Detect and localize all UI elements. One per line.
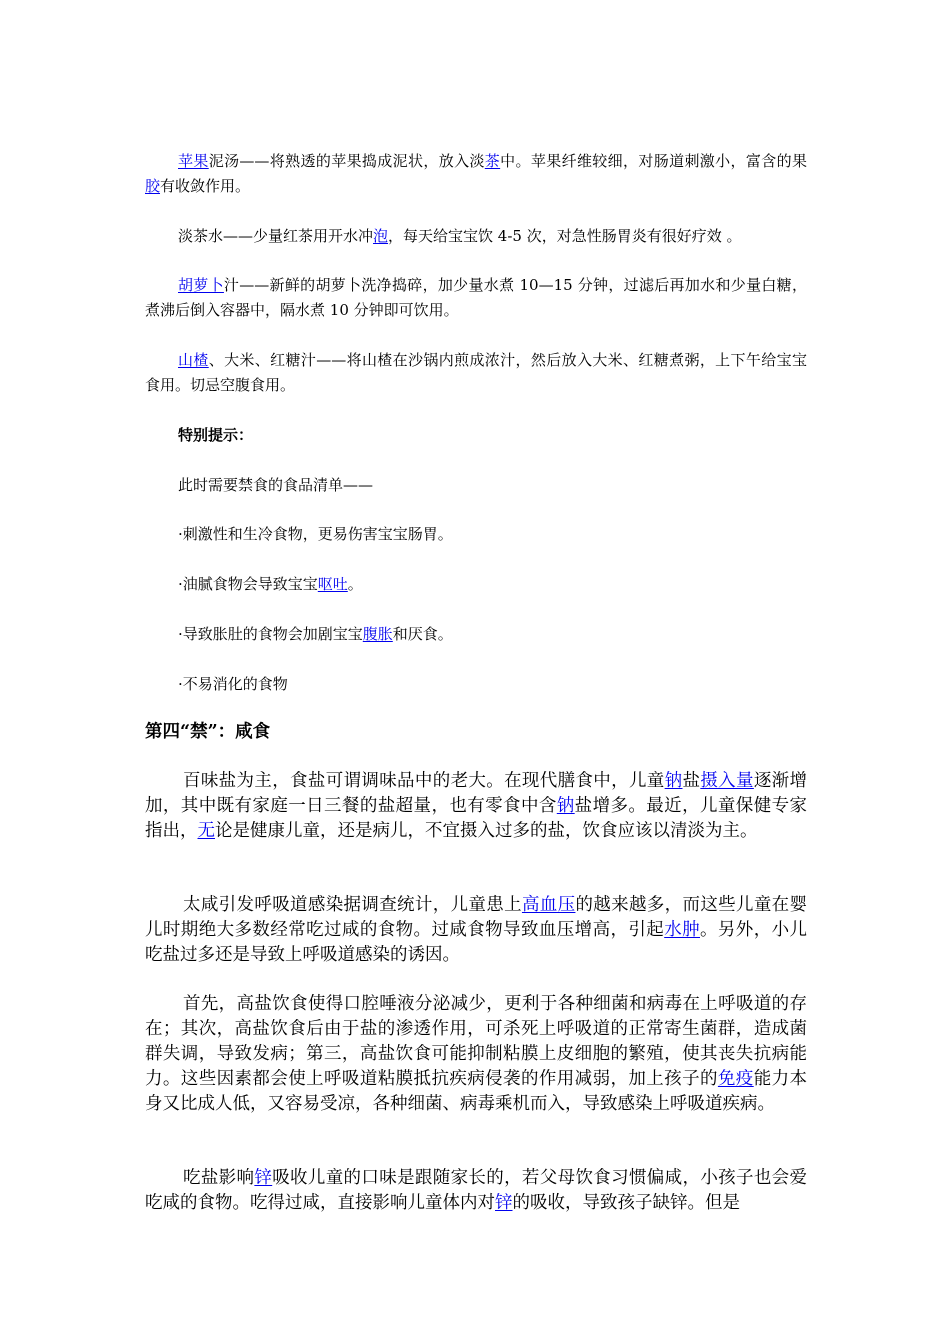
salt-intro-paragraph xyxy=(145,769,807,844)
apple-soup-paragraph xyxy=(145,149,807,199)
text: 首先，高盐饮食使得口腔唾液分泌减少，更利于各种细菌和病毒在上呼吸道的存在；其次，高盐饮食后由于盐的渗透作用，可杀死上呼吸道的正常寄生菌群，造成菌群失调，导致发病；第三，高盐饮食可能抑制粘膜上皮细胞的繁殖，使其丧失抗病能力。这些因素都会使上呼吸道粘膜抵抗疾病侵袭的作用减弱，加上孩子的 xyxy=(145,994,807,1089)
text: 盐 xyxy=(682,771,701,791)
text: 论是健康儿童，还是病儿，不宜摄入过多的盐，饮食应该以清淡为主。 xyxy=(215,821,758,841)
section-heading: 第四“禁”：咸食 xyxy=(145,722,271,742)
link-sodium[interactable]: 钠 xyxy=(664,771,683,791)
link-intake[interactable]: 摄入量 xyxy=(700,771,754,791)
bullet-item xyxy=(145,572,807,597)
hawthorn-paragraph xyxy=(145,348,807,398)
link-no[interactable]: 无 xyxy=(197,821,215,841)
text: 百味盐为主，食盐可谓调味品中的老大。在现代膳食中，儿童 xyxy=(183,771,665,791)
bullet-item: ·刺激性和生冷食物，更易伤害宝宝肠胃。 xyxy=(178,525,453,543)
link-hawthorn[interactable]: 山楂 xyxy=(178,351,209,369)
text: 。另外，小儿吃盐过多还是导致上呼吸道感染的诱因。 xyxy=(145,920,808,965)
forbidden-food-intro: 此时需要禁食的食品清单—— xyxy=(178,476,374,494)
link-zinc[interactable]: 锌 xyxy=(495,1193,513,1213)
link-tea[interactable]: 茶 xyxy=(484,152,501,170)
link-zinc[interactable]: 锌 xyxy=(254,1168,273,1188)
text: 中。苹果纤维较细，对肠道刺激小，富含的果 xyxy=(500,152,807,170)
text: 盐增多。最近，儿童保健专家指出， xyxy=(145,796,808,841)
link-brew[interactable]: 泡 xyxy=(373,227,389,245)
text: ·油腻食物会导致宝宝 xyxy=(178,575,318,593)
bullet-item: ·不易消化的食物 xyxy=(178,675,288,693)
salt-effects-paragraph xyxy=(145,992,807,1117)
link-immunity[interactable]: 免疫 xyxy=(717,1069,754,1089)
special-tip-title: 特别提示： xyxy=(178,426,254,444)
link-pectin[interactable]: 胶 xyxy=(145,177,161,195)
link-sodium[interactable]: 钠 xyxy=(556,796,575,816)
salt-zinc-paragraph xyxy=(145,1166,807,1216)
link-hypertension[interactable]: 高血压 xyxy=(521,895,576,915)
bullet-item xyxy=(145,622,807,647)
text: 泥汤——将熟透的苹果捣成泥状，放入淡 xyxy=(208,152,485,170)
link-carrot[interactable]: 胡萝卜 xyxy=(178,276,224,294)
link-bloating[interactable]: 腹胀 xyxy=(362,625,393,643)
text: 逐渐增加，其中既有家庭一日三餐的盐超量，也有零食中含 xyxy=(145,771,808,816)
text: 、大米、红糖汁——将山楂在沙锅内煎成浓汁，然后放入大米、红糖煮粥，上下午给宝宝食用。切忌空腹食用。 xyxy=(145,351,807,394)
text: 吃盐影响 xyxy=(183,1168,255,1188)
tea-water-paragraph xyxy=(145,224,807,249)
text: ·导致胀肚的食物会加剧宝宝 xyxy=(178,625,363,643)
link-edema[interactable]: 水肿 xyxy=(664,920,700,940)
text: 和厌食。 xyxy=(392,625,453,643)
text: 太咸引发呼吸道感染据调查统计，儿童患上 xyxy=(183,895,522,915)
text: 能力本身又比成人低，又容易受凉，各种细菌、病毒乘机而入，导致感染上呼吸道疾病。 xyxy=(145,1069,808,1114)
text: 的吸收，导致孩子缺锌。但是 xyxy=(512,1193,740,1213)
text: 吸收儿童的口味是跟随家长的，若父母饮食习惯偏咸，小孩子也会爱吃咸的食物。吃得过咸，直接影响儿童体内对 xyxy=(145,1168,808,1213)
carrot-juice-paragraph xyxy=(145,273,807,323)
text: 淡茶水——少量红茶用开水冲 xyxy=(178,227,374,245)
link-apple[interactable]: 苹果 xyxy=(178,152,209,170)
text: ，每天给宝宝饮 4-5 次，对急性肠胃炎有很好疗效 。 xyxy=(388,227,742,245)
link-vomit[interactable]: 呕吐 xyxy=(317,575,348,593)
text: 。 xyxy=(347,575,363,593)
text: 的越来越多，而这些儿童在婴儿时期绝大多数经常吃过咸的食物。过咸食物导致血压增高，引起 xyxy=(145,895,808,940)
text: 汁——新鲜的胡萝卜洗净捣碎，加少量水煮 10—15 分钟，过滤后再加水和少量白糖，煮沸后倒入容器中，隔水煮 10 分钟即可饮用。 xyxy=(145,276,807,319)
salt-respiratory-paragraph xyxy=(145,893,807,968)
text: 有收敛作用。 xyxy=(160,177,251,195)
